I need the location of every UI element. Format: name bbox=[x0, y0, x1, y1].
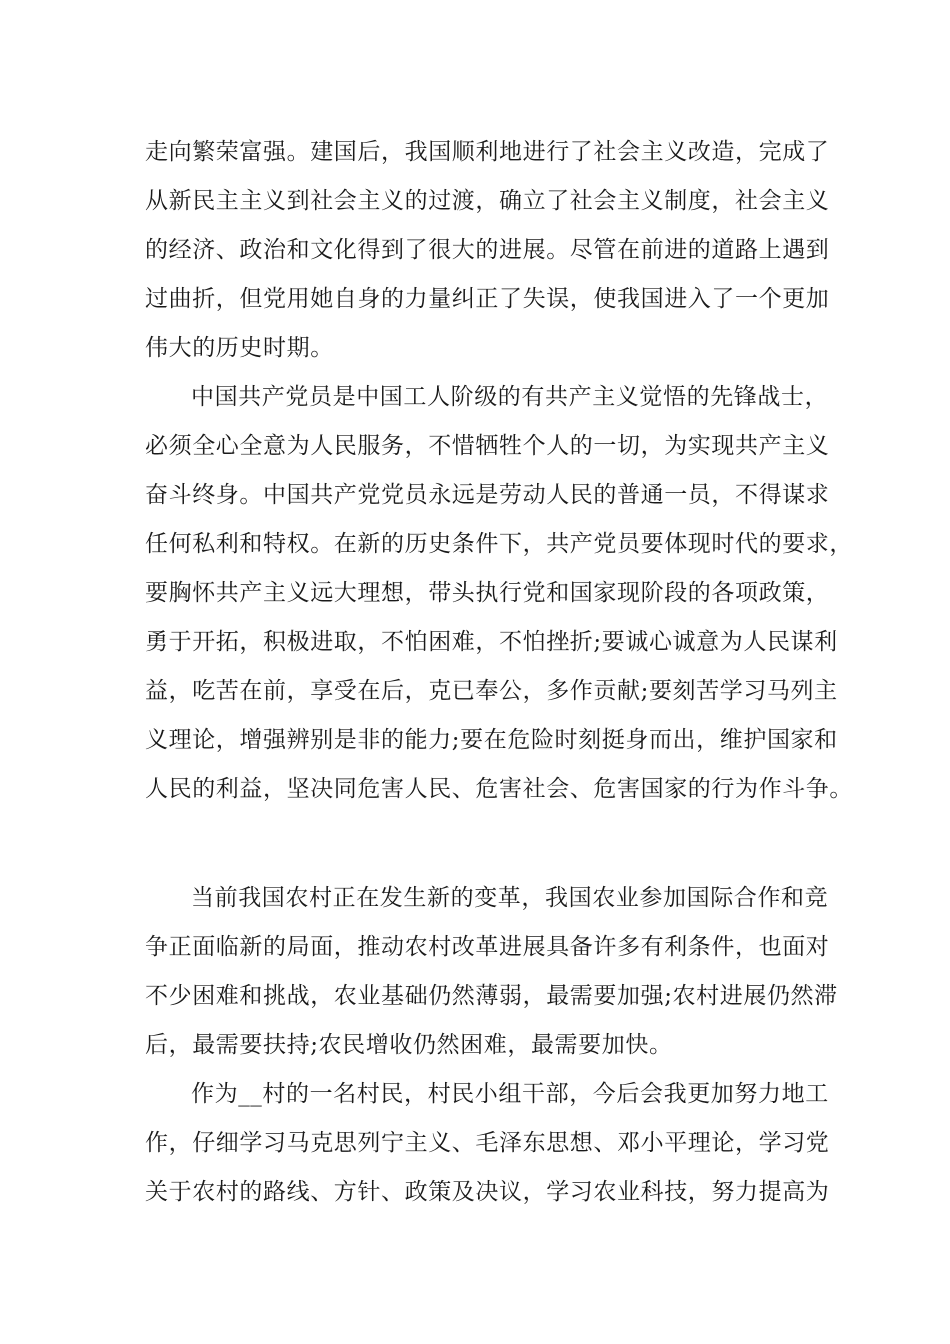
paragraph-start: 作为__村的一名村民，村民小组干部，今后会我更加努力地工 bbox=[191, 1081, 829, 1107]
text-line: 走向繁荣富强。建国后，我国顺利地进行了社会主义改造，完成了 bbox=[145, 139, 830, 165]
paragraph-start: 中国共产党员是中国工人阶级的有共产主义觉悟的先锋战士， bbox=[191, 384, 829, 410]
text-line: 义理论，增强辨别是非的能力;要在危险时刻挺身而出，维护国家和 bbox=[145, 727, 838, 753]
text-line: 奋斗终身。中国共产党党员永远是劳动人民的普通一员，不得谋求 bbox=[145, 482, 830, 508]
text-line: 后，最需要扶持;农民增收仍然困难，最需要加快。 bbox=[145, 1032, 673, 1058]
text-line: 作，仔细学习马克思列宁主义、毛泽东思想、邓小平理论，学习党 bbox=[145, 1130, 830, 1156]
text-line: 任何私利和特权。在新的历史条件下，共产党员要体现时代的要求， bbox=[145, 531, 853, 557]
text-line: 关于农村的路线、方针、政策及决议，学习农业科技，努力提高为 bbox=[145, 1179, 830, 1205]
text-line: 益，吃苦在前，享受在后，克已奉公，多作贡献;要刻苦学习马列主 bbox=[145, 678, 838, 704]
text-line: 不少困难和挑战，农业基础仍然薄弱，最需要加强;农村进展仍然滞 bbox=[145, 983, 838, 1009]
text-line: 要胸怀共产主义远大理想，带头执行党和国家现阶段的各项政策， bbox=[145, 580, 830, 606]
text-line: 争正面临新的局面，推动农村改革进展具备许多有利条件，也面对 bbox=[145, 934, 830, 960]
text-line: 人民的利益，坚决同危害人民、危害社会、危害国家的行为作斗争。 bbox=[145, 776, 853, 802]
text-line: 从新民主主义到社会主义的过渡，确立了社会主义制度，社会主义 bbox=[145, 188, 830, 214]
text-line: 的经济、政治和文化得到了很大的进展。尽管在前进的道路上遇到 bbox=[145, 237, 830, 263]
text-line: 必须全心全意为人民服务，不惜牺牲个人的一切，为实现共产主义 bbox=[145, 433, 830, 459]
text-line: 勇于开拓，积极进取，不怕困难，不怕挫折;要诚心诚意为人民谋利 bbox=[145, 629, 838, 655]
text-line: 伟大的历史时期。 bbox=[145, 335, 334, 361]
text-line: 过曲折，但党用她自身的力量纠正了失误，使我国进入了一个更加 bbox=[145, 286, 830, 312]
paragraph-start: 当前我国农村正在发生新的变革，我国农业参加国际合作和竞 bbox=[191, 885, 829, 911]
